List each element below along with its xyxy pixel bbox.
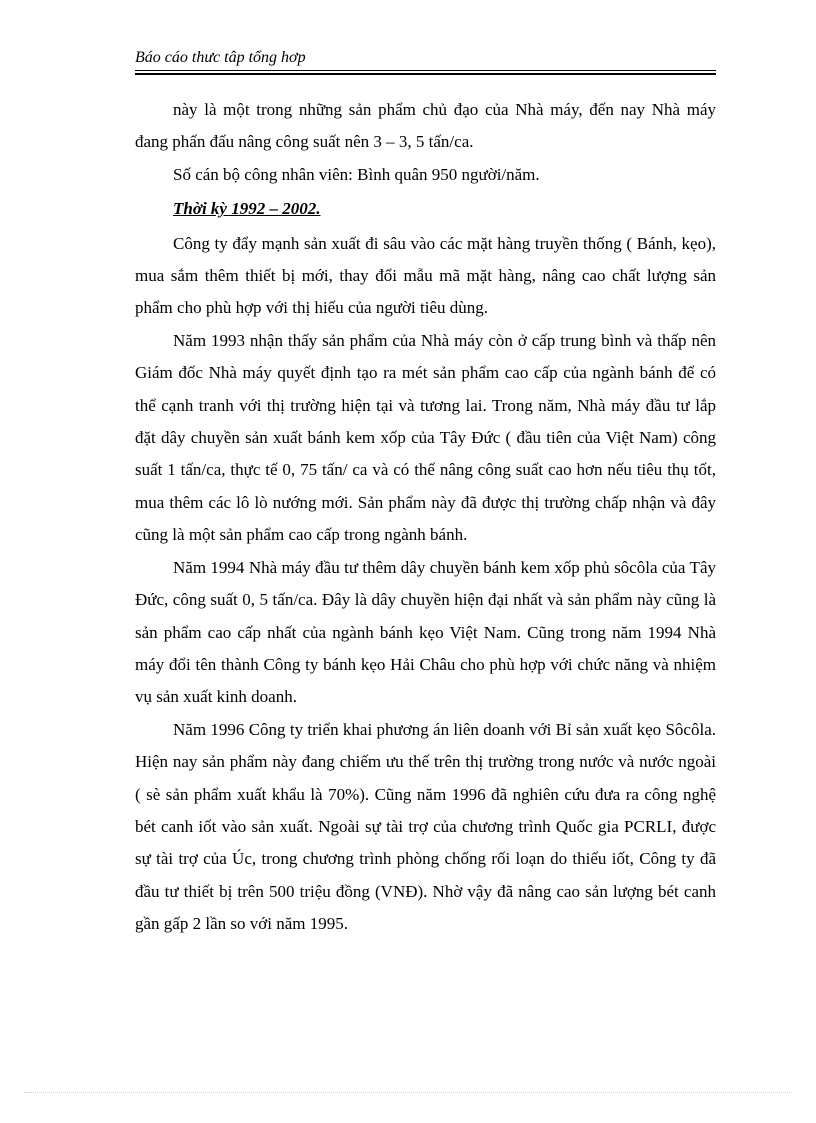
footer-divider xyxy=(24,1092,792,1093)
paragraph-1996: Năm 1996 Công ty triển khai phương án liên doanh với Bỉ sản xuất kẹo Sôcôla. Hiện nay sản phẩm này đang chiếm ưu thế trên thị trường trong nước và nước ngoài ( sè sản phẩm xuất khẩu là 70%). Cũng năm 1996 đã nghiên cứu đưa ra công nghệ bét canh iốt vào sản xuất. Ngoài sự tài trợ của chương trình Quốc gia PCRLI, được sự tài trợ của Úc, trong chương trình phòng chống rối loạn do thiếu iốt, Công ty đã đầu tư thiết bị trên 500 triệu đồng (VNĐ). Nhờ vậy đã nâng cao sản lượng bét canh gần gấp 2 lần so với năm 1995. xyxy=(135,719,716,934)
paragraph-continuation: này là một trong những sản phẩm chủ đạo của Nhà máy, đến nay Nhà máy đang phấn đấu nâng công suất nên 3 – 3, 5 tấn/ca. xyxy=(135,100,716,152)
section-heading-text: Thời kỳ 1992 – 2002. xyxy=(173,199,321,219)
header-title: Báo cáo thưc tâp tổng hơp xyxy=(135,49,306,66)
header-rule-thin xyxy=(135,70,716,71)
paragraph-expansion: Công ty đẩy mạnh sản xuất đi sâu vào các mặt hàng truyền thống ( Bánh, kẹo), mua sắm thêm thiết bị mới, thay đổi mẫu mã mặt hàng, nâng cao chất lượng sản phẩm cho phù hợp với thị hiếu của người tiêu dùng. xyxy=(135,233,716,318)
page-header xyxy=(135,48,716,68)
paragraph-1994: Năm 1994 Nhà máy đầu tư thêm dây chuyền bánh kem xốp phủ sôcôla của Tây Đức, công suất 0, 5 tấn/ca. Đây là dây chuyền hiện đại nhất và sản phẩm này cũng là sản phẩm cao cấp nhất của ngành bánh kẹo Việt Nam. Cũng trong năm 1994 Nhà máy đổi tên thành Công ty bánh kẹo Hải Châu cho phù hợp với chức năng và nhiệm vụ sản xuất kinh doanh. xyxy=(135,557,716,707)
document-body xyxy=(135,94,716,941)
paragraph-staff-count: Số cán bộ công nhân viên: Bình quân 950 người/năm. xyxy=(173,164,540,184)
section-heading xyxy=(135,193,716,225)
header-rule-thick xyxy=(135,73,716,75)
paragraph-1993: Năm 1993 nhận thấy sản phẩm của Nhà máy còn ở cấp trung bình và thấp nên Giám đốc Nhà máy quyết định tạo ra mét sản phẩm cao cấp của ngành bánh để có thể cạnh tranh với thị trường hiện tại và tương lai. Trong năm, Nhà máy đầu tư lắp đặt dây chuyền sản xuất bánh kem xốp của Tây Đức ( đầu tiên của Việt Nam) công suất 1 tấn/ca, thực tế 0, 75 tấn/ ca và có thể nâng công suất cao hơn nếu tiêu thụ tốt, mua thêm các lô lò nướng mới. Sản phẩm này đã được thị trường chấp nhận và đây cũng là một sản phẩm cao cấp trong ngành bánh. xyxy=(135,330,716,545)
